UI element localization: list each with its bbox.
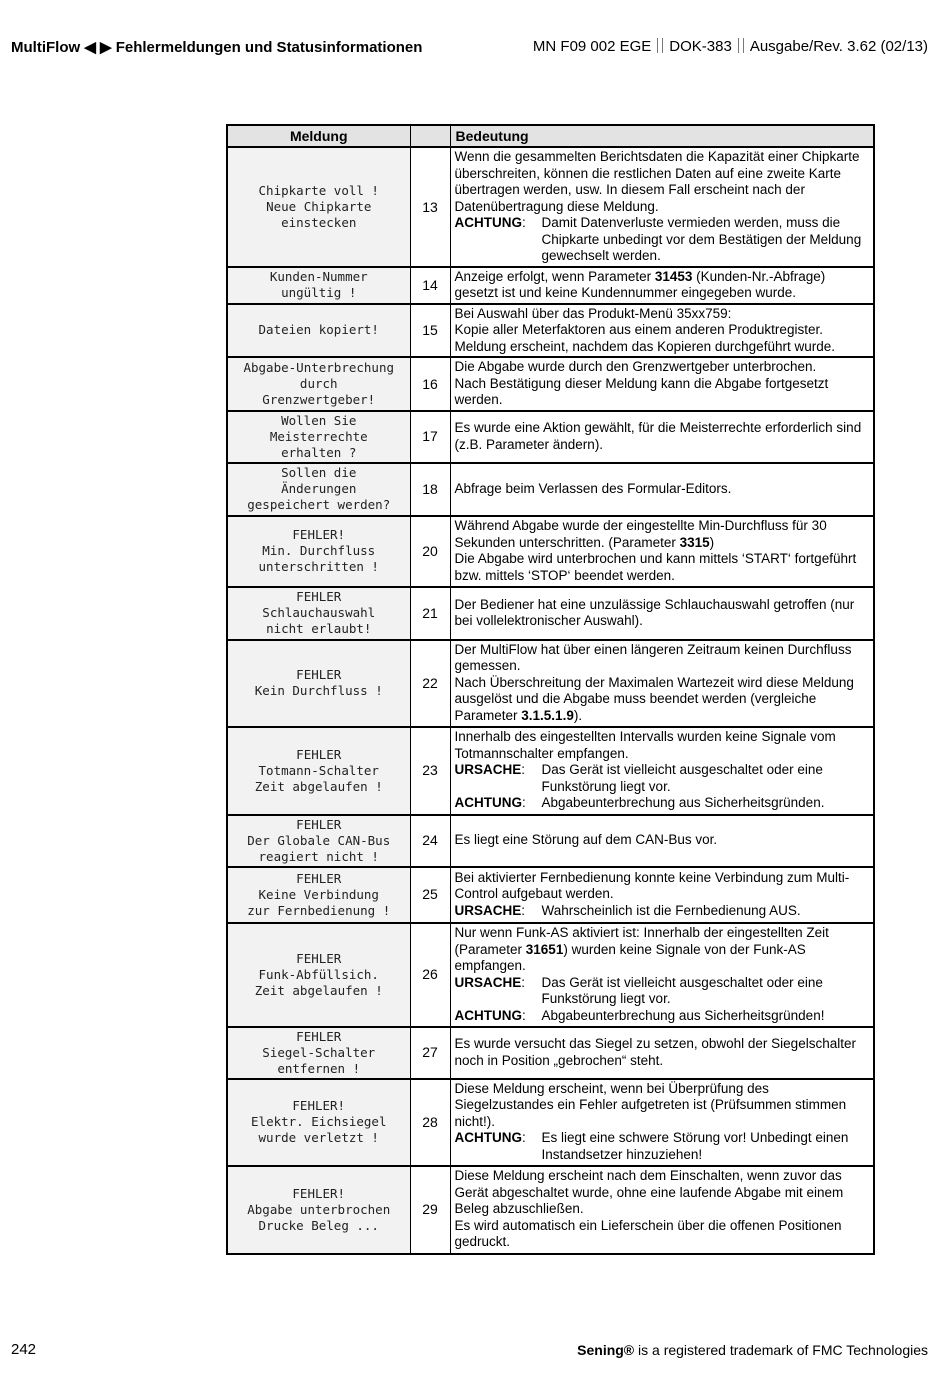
meaning-text: Anzeige erfolgt, wenn Parameter 31453 (Kunden-Nr.-Abfrage) gesetzt ist und keine Kundennummer eingegeben wurde. [454, 268, 826, 300]
footer-trademark [577, 1342, 928, 1358]
message-meaning [450, 357, 874, 411]
meaning-note [455, 975, 870, 1008]
display-message: FEHLER! Abgabe unterbrochen Drucke Beleg ... [227, 1166, 410, 1254]
table-row [227, 815, 874, 867]
table-row [227, 727, 874, 815]
meaning-note [455, 1130, 870, 1163]
meaning-note [455, 903, 870, 920]
note-text: Das Gerät ist vielleicht ausgeschaltet oder eine Funkstörung liegt vor. [541, 974, 823, 1006]
message-number: 29 [410, 1166, 450, 1254]
brand-name: Sening® [577, 1342, 635, 1358]
display-message: Chipkarte voll ! Neue Chipkarte einstecken [227, 147, 410, 267]
meaning-text: Die Abgabe wird unterbrochen und kann mittels ‘START‘ fortgeführt bzw. mittels ‘STOP‘ beendet werden. [454, 551, 857, 583]
table-row [227, 147, 874, 267]
display-message: Sollen die Änderungen gespeichert werden? [227, 463, 410, 516]
message-meaning [450, 815, 874, 867]
page-number: 242 [11, 1341, 37, 1358]
col-header-num [410, 125, 450, 147]
table-row [227, 267, 874, 304]
display-message: FEHLER! Min. Durchfluss unterschritten ! [227, 516, 410, 587]
table-row [227, 411, 874, 463]
note-label: ACHTUNG: [454, 1007, 526, 1023]
meaning-text: Abfrage beim Verlassen des Formular-Editors. [454, 480, 732, 496]
message-meaning [450, 1166, 874, 1254]
meaning-text: Der Bediener hat eine unzulässige Schlauchauswahl getroffen (nur bei vollelektronischer Auswahl). [454, 596, 855, 628]
table-row [227, 516, 874, 587]
message-number: 15 [410, 304, 450, 358]
trademark-text: is a registered trademark of FMC Technologies [634, 1342, 928, 1358]
meaning-text: Bei aktivierter Fernbedienung konnte keine Verbindung zum Multi-Control aufgebaut werden. [454, 869, 850, 902]
display-message: FEHLER Totmann-Schalter Zeit abgelaufen ! [227, 727, 410, 815]
message-number: 17 [410, 411, 450, 463]
message-meaning [450, 463, 874, 516]
meaning-text: Diese Meldung erscheint, wenn bei Überprüfung des Siegelzustandes ein Fehler aufgetreten ist (Prüfsummen stimmen nicht!). [454, 1080, 847, 1129]
message-meaning [450, 640, 874, 727]
meaning-text: Kopie aller Meterfaktoren aus einem anderen Produktregister. [454, 322, 823, 337]
display-message: Kunden-Nummer ungültig ! [227, 267, 410, 304]
meaning-text: Bei Auswahl über das Produkt-Menü 35xx759: [454, 305, 732, 321]
message-meaning [450, 1027, 874, 1079]
message-meaning [450, 267, 874, 304]
meaning-text: Es wurde eine Aktion gewählt, für die Meisterrechte erforderlich sind (z.B. Parameter ändern). [454, 420, 862, 452]
message-number: 14 [410, 267, 450, 304]
meaning-text: Der MultiFlow hat über einen längeren Zeitraum keinen Durchfluss gemessen. [454, 641, 852, 674]
revision: Ausgabe/Rev. 3.62 (02/13) [749, 38, 928, 55]
col-header-bedeutung: Bedeutung [450, 125, 874, 147]
table-row [227, 1079, 874, 1166]
table-row [227, 867, 874, 923]
dok-number: DOK-383 [669, 38, 732, 55]
meaning-text: Nach Bestätigung dieser Meldung kann die Abgabe fortgesetzt werden. [454, 375, 829, 407]
meaning-text: Nach Überschreitung der Maximalen Wartezeit wird diese Meldung ausgelöst und die Abgabe muss beendet werden (vergleiche Parameter 3.1.5.1.9). [454, 674, 854, 723]
note-text: Damit Datenverluste vermieden werden, muss die Chipkarte unbedingt vor dem Bestätigen der Meldung gewechselt werden. [541, 215, 862, 263]
message-meaning [450, 304, 874, 358]
display-message: FEHLER Schlauchauswahl nicht erlaubt! [227, 587, 410, 640]
display-message: Abgabe-Unterbrechung durch Grenzwertgeber! [227, 357, 410, 411]
display-message: FEHLER Keine Verbindung zur Fernbedienung ! [227, 867, 410, 923]
display-message: FEHLER Kein Durchfluss ! [227, 640, 410, 727]
display-message: FEHLER Funk-Abfüllsich. Zeit abgelaufen ! [227, 923, 410, 1027]
message-number: 22 [410, 640, 450, 727]
meaning-text: Diese Meldung erscheint nach dem Einschalten, wenn zuvor das Gerät abgeschaltet wurde, ohne eine laufende Abgabe mit einem Beleg abzuschließen. [454, 1168, 844, 1217]
message-meaning [450, 147, 874, 267]
note-label: ACHTUNG: [454, 795, 526, 811]
message-meaning [450, 587, 874, 640]
message-number: 16 [410, 357, 450, 411]
meaning-note [455, 215, 870, 265]
meaning-text: Die Abgabe wurde durch den Grenzwertgeber unterbrochen. [454, 359, 817, 374]
meaning-text: Innerhalb des eingestellten Intervalls wurden keine Signale vom Totmannschalter empfangen. [454, 729, 836, 761]
error-message-table [226, 124, 875, 1255]
table-row [227, 923, 874, 1027]
message-number: 23 [410, 727, 450, 815]
header-title: MultiFlow ◀ ▶ Fehlermeldungen und Statusinformationen [11, 39, 423, 56]
separator [657, 38, 663, 53]
col-header-meldung: Meldung [227, 125, 410, 147]
meaning-text: Es wird automatisch ein Lieferschein über die offenen Positionen gedruckt. [454, 1217, 842, 1250]
message-number: 25 [410, 867, 450, 923]
note-label: URSACHE: [454, 902, 526, 918]
note-label: ACHTUNG: [454, 215, 526, 230]
header-doc-info [533, 38, 928, 55]
display-message: FEHLER Siegel-Schalter entfernen ! [227, 1027, 410, 1079]
meaning-text: Während Abgabe wurde der eingestellte Min-Durchfluss für 30 Sekunden unterschritten. (Parameter 3315) [454, 518, 827, 550]
note-text: Abgabeunterbrechung aus Sicherheitsgründen. [541, 795, 825, 811]
display-message: FEHLER Der Globale CAN-Bus reagiert nicht ! [227, 815, 410, 867]
meaning-note [455, 762, 870, 795]
meaning-note [455, 1008, 870, 1025]
message-number: 13 [410, 147, 450, 267]
message-number: 28 [410, 1079, 450, 1166]
table-row [227, 463, 874, 516]
note-text: Das Gerät ist vielleicht ausgeschaltet oder eine Funkstörung liegt vor. [541, 762, 823, 794]
meaning-text: Es wurde versucht das Siegel zu setzen, obwohl der Siegelschalter noch in Position „gebrochen“ steht. [454, 1036, 856, 1068]
message-meaning [450, 727, 874, 815]
message-meaning [450, 411, 874, 463]
table-row [227, 357, 874, 411]
message-meaning [450, 1079, 874, 1166]
message-number: 26 [410, 923, 450, 1027]
meaning-text: Meldung erscheint, nachdem das Kopieren durchgeführt wurde. [454, 338, 835, 354]
message-number: 21 [410, 587, 450, 640]
note-text: Es liegt eine schwere Störung vor! Unbedingt einen Instandsetzer hinzuziehen! [541, 1130, 849, 1162]
note-label: URSACHE: [454, 762, 526, 778]
meaning-text: Nur wenn Funk-AS aktiviert ist: Innerhalb der eingestellten Zeit (Parameter 31651) wurden keine Signale von der Funk-AS empfangen. [454, 925, 829, 973]
message-meaning [450, 516, 874, 587]
message-number: 27 [410, 1027, 450, 1079]
table-row [227, 1027, 874, 1079]
note-label: URSACHE: [454, 974, 526, 990]
meaning-text: Es liegt eine Störung auf dem CAN-Bus vor. [454, 832, 718, 848]
note-text: Abgabeunterbrechung aus Sicherheitsgründen! [541, 1007, 825, 1023]
table-row [227, 587, 874, 640]
table-row [227, 640, 874, 727]
note-text: Wahrscheinlich ist die Fernbedienung AUS. [541, 902, 801, 918]
meaning-text: Wenn die gesammelten Berichtsdaten die Kapazität einer Chipkarte überschreiten, können die restlichen Daten auf eine zweite Karte übertragen werden, usw. In diesem Fall erscheint nach der Datenübertragung diese Meldung. [454, 149, 860, 214]
table-row [227, 304, 874, 358]
message-number: 24 [410, 815, 450, 867]
separator [738, 38, 744, 53]
message-number: 20 [410, 516, 450, 587]
table-header-row [227, 125, 874, 147]
meaning-note [455, 795, 870, 812]
message-number: 18 [410, 463, 450, 516]
note-label: ACHTUNG: [454, 1130, 526, 1146]
table-row [227, 1166, 874, 1254]
page-header [11, 38, 928, 60]
table-body [227, 147, 874, 1254]
display-message: Dateien kopiert! [227, 304, 410, 358]
message-meaning [450, 867, 874, 923]
doc-number: MN F09 002 EGE [532, 38, 652, 55]
display-message: Wollen Sie Meisterrechte erhalten ? [227, 411, 410, 463]
display-message: FEHLER! Elektr. Eichsiegel wurde verletzt ! [227, 1079, 410, 1166]
message-meaning [450, 923, 874, 1027]
